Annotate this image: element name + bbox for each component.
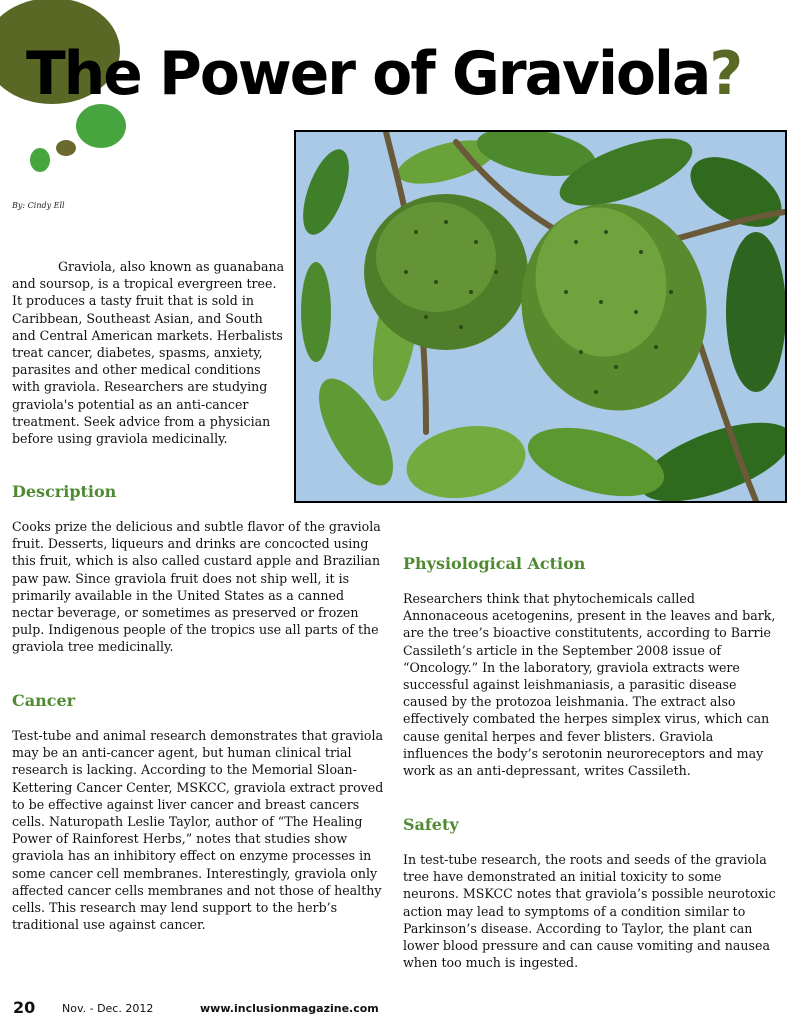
byline: By: Cindy Ell (12, 201, 65, 210)
description-paragraph: Cooks prize the delicious and subtle flavor of the graviola fruit. Desserts, liqueurs and drinks are concocted using this fruit, which is also called custard apple and Brazilian paw paw. Since graviola fruit does not ship well, it is primarily available in the United States as a canned nectar beverage, or sometimes as preserved or frozen pulp. Indigenous people of the tropics use all parts of the graviola tree medicinally. (12, 519, 381, 655)
physiological-action-heading: Physiological Action (403, 554, 586, 573)
website-url: www.inclusionmagazine.com (200, 1002, 379, 1015)
decorative-circle-olive (56, 140, 76, 156)
physiological-action-paragraph: Researchers think that phytochemicals called Annonaceous acetogenins, present in the leaves and bark, are the tree’s bioactive constitutents, according to Barrie Cassileth’s article in the September 2008 issue of “Oncology.” In the laboratory, graviola extracts were successful against leishmaniasis, a parasitic disease caused by the protozoa leishmania. The extract also effectively combated the herpes simplex virus, which can cause genital herpes and fever blisters. Graviola influences the body’s serotonin neuroreceptors and may work as an anti-depressant, writes Cassileth. (403, 591, 776, 779)
page-title-question-mark: ? (709, 39, 742, 109)
decorative-circle-green (76, 104, 126, 148)
description-heading: Description (12, 482, 117, 501)
safety-paragraph: In test-tube research, the roots and seeds of the graviola tree have demonstrated an initial toxicity to some neurons. MSKCC notes that graviola’s possible neurotoxic action may lead to symptoms of a condition similar to Parkinson’s disease. According to Taylor, the plant can lower blood pressure and can cause vomiting and nausea when too much is ingested. (403, 852, 776, 971)
graviola-fruit-photo (294, 130, 787, 503)
page-number: 20 (13, 998, 36, 1017)
cancer-paragraph: Test-tube and animal research demonstrates that graviola may be an anti-cancer agent, but human clinical trial research is lacking. According to the Memorial Sloan-Kettering Cancer Center, MSKCC, graviola extract proved to be effective against liver cancer and breast cancers cells. Naturopath Leslie Taylor, author of “The Healing Power of Rainforest Herbs,” notes that studies show graviola has an inhibitory effect on enzyme processes in some cancer cell membranes. Interestingly, graviola only affected cancer cells membranes and not those of healthy cells. This research may lend support to the herb’s traditional use against cancer. (12, 728, 384, 933)
cancer-heading: Cancer (12, 691, 76, 710)
intro-paragraph: Graviola, also known as guanabana and soursop, is a tropical evergreen tree. It produces a tasty fruit that is sold in Caribbean, Southeast Asian, and South and Central American markets. Herbalists treat cancer, diabetes, spasms, anxiety, parasites and other medical conditions with graviola. Researchers are studying graviola's potential as an anti-cancer treatment. Seek advice from a physician before using graviola medicinally. (12, 259, 285, 447)
page-title (26, 38, 763, 110)
safety-heading: Safety (403, 815, 459, 834)
issue-date: Nov. - Dec. 2012 (62, 1002, 154, 1015)
decorative-circle-small (30, 148, 50, 172)
page-title-text: The Power of Graviola (26, 39, 710, 109)
graviola-fruit-illustration (296, 132, 785, 501)
